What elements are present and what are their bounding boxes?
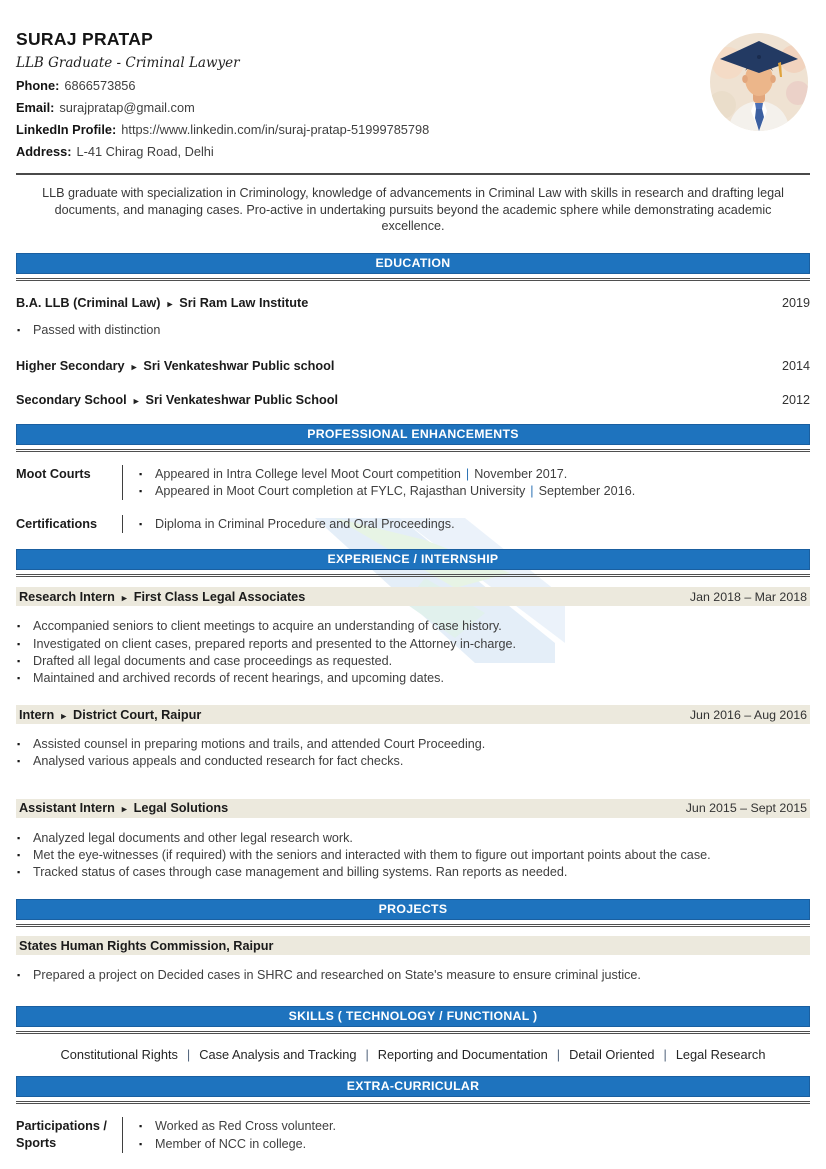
arrow-separator-icon: ▸ bbox=[167, 298, 173, 310]
linkedin-label: LinkedIn Profile: bbox=[16, 122, 117, 137]
job-dates: Jun 2016 – Aug 2016 bbox=[689, 707, 807, 722]
bullet-item: ▪ Tracked status of cases through case management and billing systems. Ran reports as needed. bbox=[16, 864, 810, 881]
vertical-divider bbox=[122, 1117, 123, 1152]
skill-item: Constitutional Rights bbox=[60, 1047, 178, 1063]
skill-item: Detail Oriented bbox=[569, 1047, 655, 1063]
degree-name: Secondary School bbox=[16, 392, 127, 407]
bullet-item: ▪ Member of NCC in college. bbox=[138, 1136, 810, 1153]
job-bullets bbox=[16, 618, 810, 687]
education-degree bbox=[16, 296, 308, 310]
vertical-divider bbox=[122, 515, 123, 533]
education-year: 2014 bbox=[781, 358, 810, 373]
job-bullets bbox=[16, 736, 810, 770]
job-role: Assistant Intern bbox=[19, 801, 115, 816]
pipe-separator: | bbox=[556, 1047, 561, 1063]
bullet-item: ▪ Accompanied seniors to client meetings to acquire an understanding of case history. bbox=[16, 618, 810, 635]
arrow-separator-icon: ▸ bbox=[121, 804, 127, 816]
section-header-experience: EXPERIENCE / INTERNSHIP bbox=[16, 549, 810, 570]
address-label: Address: bbox=[16, 144, 72, 159]
bullet-item: ▪ Met the eye-witnesses (if required) with the seniors and interacted with them to figure out important points about the case. bbox=[16, 847, 810, 864]
enhancement-row-moot-courts bbox=[16, 465, 810, 500]
bullet-item: ▪ Worked as Red Cross volunteer. bbox=[138, 1118, 810, 1135]
job-dates: Jun 2015 – Sept 2015 bbox=[685, 801, 807, 816]
institute-name: Sri Venkateshwar Public school bbox=[143, 358, 335, 373]
section-rule bbox=[16, 574, 810, 577]
pipe-separator: | bbox=[530, 483, 534, 498]
profile-summary: LLB graduate with specialization in Criminology, knowledge of advancements in Criminal Law with skills in research and drafting legal documents, and managing cases. Pro-active in undertaking pursuits beyond the academic sphere while demonstrating academic excellence. bbox=[42, 186, 784, 233]
section-header-skills: SKILLS ( TECHNOLOGY / FUNCTIONAL ) bbox=[16, 1006, 810, 1027]
section-header-projects: PROJECTS bbox=[16, 899, 810, 920]
education-bullets bbox=[16, 322, 810, 339]
education-year: 2019 bbox=[781, 295, 810, 310]
bullet-item bbox=[138, 483, 810, 500]
row-label: Participations / Sports bbox=[16, 1119, 107, 1151]
skill-item: Reporting and Documentation bbox=[377, 1047, 548, 1063]
bullet-item bbox=[138, 466, 810, 483]
degree-name: Higher Secondary bbox=[16, 358, 125, 373]
education-row bbox=[16, 296, 810, 310]
section-rule bbox=[16, 449, 810, 452]
section-rule bbox=[16, 278, 810, 281]
candidate-title: LLB Graduate - Criminal Lawyer bbox=[16, 55, 240, 71]
education-degree bbox=[16, 393, 338, 407]
project-bullets bbox=[16, 967, 810, 984]
phone-label: Phone: bbox=[16, 78, 60, 93]
row-label: Moot Courts bbox=[16, 466, 91, 481]
email-value: surajpratap@gmail.com bbox=[59, 100, 195, 115]
arrow-separator-icon: ▸ bbox=[133, 395, 139, 407]
phone-value: 6866573856 bbox=[64, 78, 136, 93]
job-role: Research Intern bbox=[19, 589, 115, 604]
job-company: First Class Legal Associates bbox=[133, 589, 306, 604]
job-company: Legal Solutions bbox=[133, 801, 229, 816]
job-header bbox=[16, 587, 810, 606]
job-title bbox=[19, 708, 201, 722]
section-rule bbox=[16, 1101, 810, 1104]
job-bullets bbox=[16, 830, 810, 882]
institute-name: Sri Venkateshwar Public School bbox=[145, 392, 338, 407]
address-value: L-41 Chirag Road, Delhi bbox=[76, 144, 214, 159]
arrow-separator-icon: ▸ bbox=[121, 592, 127, 604]
extracurricular-row bbox=[16, 1117, 810, 1152]
section-rule bbox=[16, 924, 810, 927]
email-label: Email: bbox=[16, 100, 55, 115]
bullet-item: ▪ Diploma in Criminal Procedure and Oral Proceedings. bbox=[138, 516, 810, 533]
bullet-item: ▪ Assisted counsel in preparing motions and trails, and attended Court Proceeding. bbox=[16, 736, 810, 753]
bullet-date: November 2017. bbox=[474, 466, 568, 481]
arrow-separator-icon: ▸ bbox=[131, 361, 137, 373]
bullet-item: ▪ Prepared a project on Decided cases in SHRC and researched on State's measure to ensure criminal justice. bbox=[16, 967, 810, 984]
header bbox=[16, 0, 810, 159]
skill-item: Legal Research bbox=[675, 1047, 766, 1063]
pipe-separator: | bbox=[365, 1047, 369, 1063]
project-name: States Human Rights Commission, Raipur bbox=[19, 938, 274, 953]
skill-item: Case Analysis and Tracking bbox=[199, 1047, 357, 1063]
job-title bbox=[19, 590, 305, 604]
job-header bbox=[16, 799, 810, 818]
pipe-separator: | bbox=[465, 466, 470, 481]
pipe-separator: | bbox=[186, 1047, 191, 1063]
profile-photo bbox=[710, 33, 808, 131]
bullet-text: Appeared in Moot Court completion at FYLC, Rajasthan University bbox=[155, 483, 526, 498]
skills-list bbox=[16, 1047, 810, 1062]
row-bullets bbox=[138, 465, 810, 500]
row-bullets bbox=[138, 515, 810, 533]
bullet-item: ▪ Passed with distinction bbox=[16, 322, 810, 339]
job-role: Intern bbox=[19, 707, 55, 722]
job-dates: Jan 2018 – Mar 2018 bbox=[689, 589, 807, 604]
vertical-divider bbox=[122, 465, 123, 500]
linkedin-url: https://www.linkedin.com/in/suraj-pratap-51999785798 bbox=[121, 122, 430, 137]
education-row bbox=[16, 393, 810, 407]
section-header-education: EDUCATION bbox=[16, 253, 810, 274]
row-label: Certifications bbox=[16, 517, 98, 532]
candidate-name: SURAJ PRATAP bbox=[16, 29, 154, 49]
contact-address bbox=[16, 145, 810, 159]
pipe-separator: | bbox=[663, 1047, 667, 1063]
section-header-enhancements: PROFESSIONAL ENHANCEMENTS bbox=[16, 424, 810, 445]
project-header bbox=[16, 936, 810, 955]
header-divider bbox=[16, 173, 810, 175]
institute-name: Sri Ram Law Institute bbox=[179, 295, 309, 310]
bullet-item: ▪ Drafted all legal documents and case proceedings as requested. bbox=[16, 653, 810, 670]
section-header-extracurricular: EXTRA-CURRICULAR bbox=[16, 1076, 810, 1097]
job-header bbox=[16, 705, 810, 724]
bullet-item: ▪ Investigated on client cases, prepared reports and presented to the Attorney in-charge. bbox=[16, 636, 810, 653]
enhancement-row-certifications bbox=[16, 515, 810, 533]
contact-email bbox=[16, 101, 810, 115]
education-degree bbox=[16, 359, 334, 373]
arrow-separator-icon: ▸ bbox=[61, 710, 67, 722]
contact-linkedin bbox=[16, 123, 810, 137]
education-row bbox=[16, 359, 810, 373]
contact-phone bbox=[16, 79, 810, 93]
section-rule bbox=[16, 1031, 810, 1034]
job-company: District Court, Raipur bbox=[73, 707, 202, 722]
row-bullets bbox=[138, 1117, 810, 1152]
education-year: 2012 bbox=[781, 392, 810, 407]
bullet-item: ▪ Analyzed legal documents and other legal research work. bbox=[16, 830, 810, 847]
degree-name: B.A. LLB (Criminal Law) bbox=[16, 295, 161, 310]
bullet-item: ▪ Analysed various appeals and conducted research for fact checks. bbox=[16, 753, 810, 770]
bullet-text: Appeared in Intra College level Moot Court competition bbox=[155, 466, 461, 481]
job-title bbox=[19, 801, 228, 815]
bullet-item: ▪ Maintained and archived records of recent hearings, and upcoming dates. bbox=[16, 670, 810, 687]
bullet-date: September 2016. bbox=[538, 483, 636, 498]
